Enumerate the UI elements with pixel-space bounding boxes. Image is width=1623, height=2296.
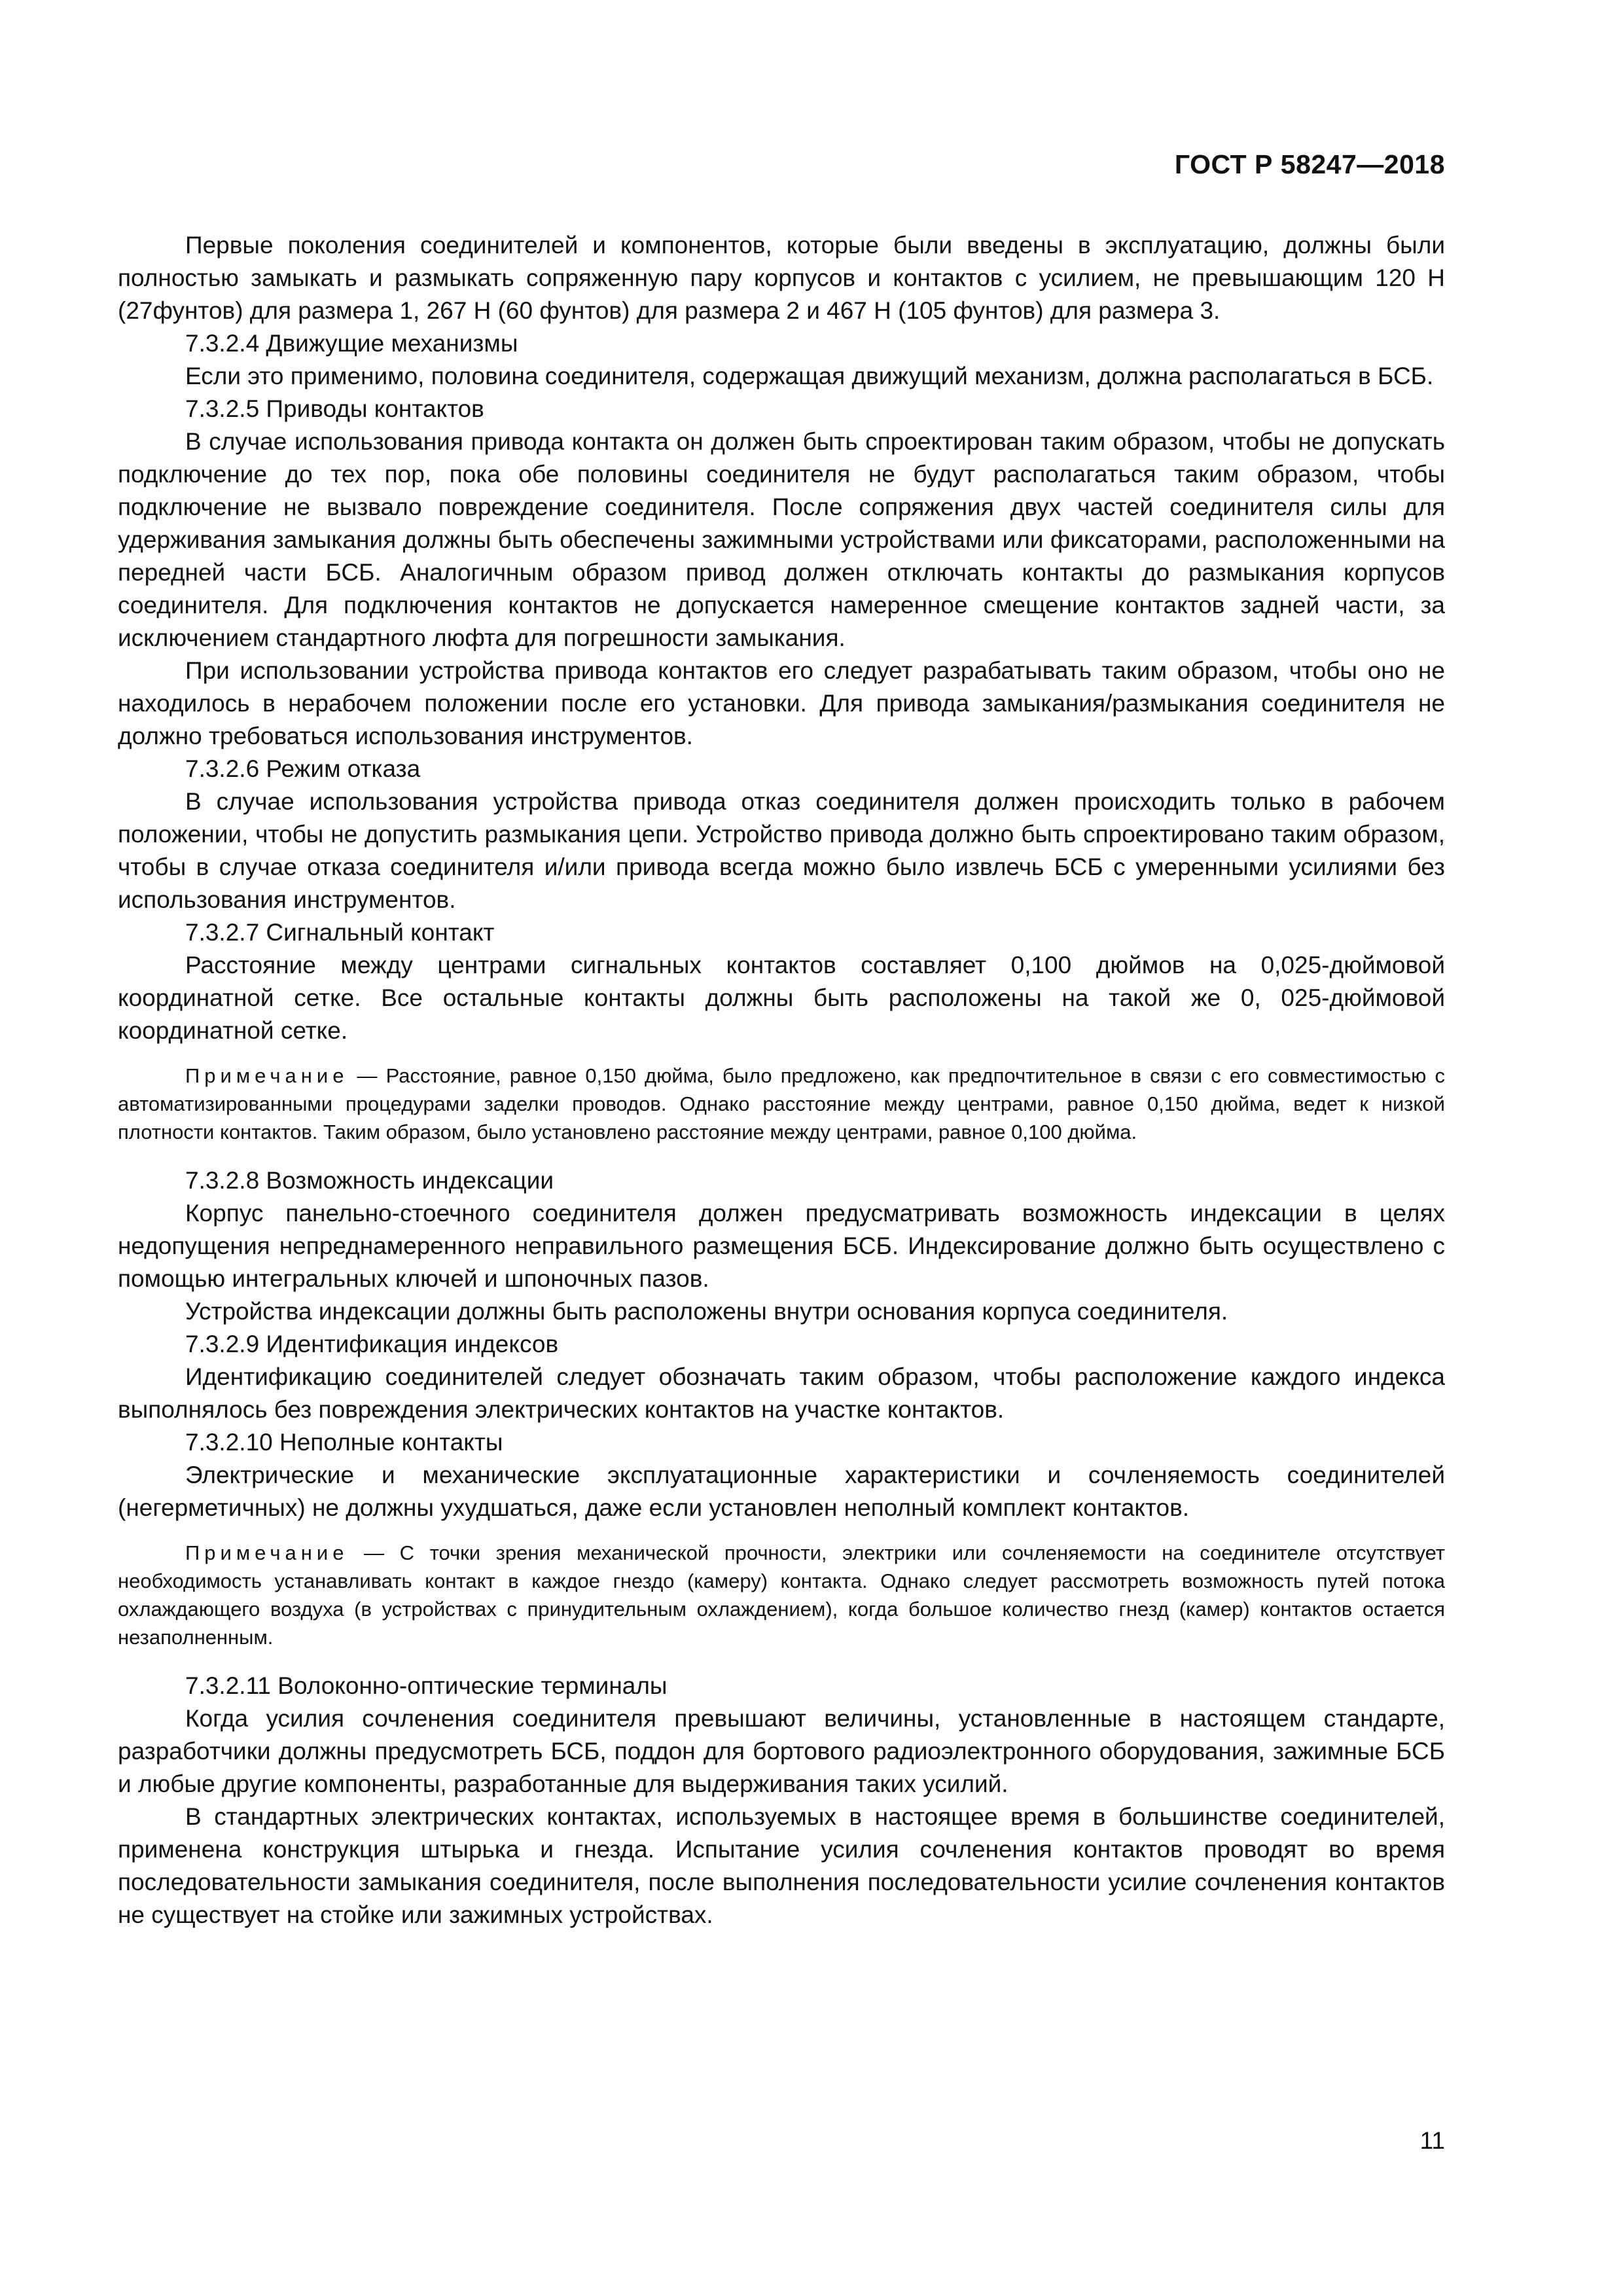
body-paragraph: В стандартных электрических контактах, используемых в настоящее время в большинстве соединителей, применена конструкция штырька и гнезда. Испытание усилия сочленения контактов проводят во время последовательности замыкания соединителя, после выполнения последовательности усилие сочленения контактов не существует на стойке или зажимных устройствах. bbox=[118, 1803, 1445, 1928]
note-lead: Примечание bbox=[185, 1064, 349, 1087]
section-heading: 7.3.2.6 Режим отказа bbox=[185, 755, 421, 782]
body-paragraph: В случае использования привода контакта он должен быть спроектирован таким образом, чтобы не допускать подключение до тех пор, пока обе половины соединителя не будут располагаться таким образом, чтобы подключение не вызвало повреждение соединителя. После сопряжения двух частей соединителя силы для удерживания замыкания должны быть обеспечены зажимными устройствами или фиксаторами, расположенными на передней части БСБ. Аналогичным образом привод должен отключать контакты до размыкания корпусов соединителя. Для подключения контактов не допускается намеренное смещение контактов задней части, за исключением стандартного люфта для погрешности замыкания. bbox=[118, 428, 1445, 651]
section-heading: 7.3.2.8 Возможность индексации bbox=[185, 1167, 554, 1194]
note-text: — Расстояние, равное 0,150 дюйма, было предложено, как предпочтительное в связи с его совместимостью с автоматизированными процедурами заделки проводов. Однако расстояние между центрами, равное 0,150 дюйма, ведет к низкой плотности контактов. Таким образом, было установлено расстояние между центрами, равное 0,100 дюйма. bbox=[118, 1064, 1445, 1143]
section-heading: 7.3.2.4 Движущие механизмы bbox=[185, 330, 518, 357]
document-body bbox=[118, 229, 1445, 1931]
note-paragraph bbox=[118, 1539, 1445, 1651]
body-paragraph: Корпус панельно-стоечного соединителя должен предусматривать возможность индексации в целях недопущения непреднамеренного неправильного размещения БСБ. Индексирование должно быть осуществлено с помощью интегральных ключей и шпоночных пазов. bbox=[118, 1200, 1445, 1292]
body-paragraph: Первые поколения соединителей и компонентов, которые были введены в эксплуатацию, должны были полностью замыкать и размыкать сопряженную пару корпусов и контактов с усилием, не превышающим 120 Н (27фунтов) для размера 1, 267 Н (60 фунтов) для размера 2 и 467 Н (105 фунтов) для размера 3. bbox=[118, 232, 1445, 324]
section-heading: 7.3.2.7 Сигнальный контакт bbox=[185, 919, 495, 946]
body-paragraph: Электрические и механические эксплуатационные характеристики и сочленяемость соединителей (негерметичных) не должны ухудшаться, даже если установлен неполный комплект контактов. bbox=[118, 1462, 1445, 1521]
body-paragraph: Расстояние между центрами сигнальных контактов составляет 0,100 дюймов на 0,025-дюймовой координатной сетке. Все остальные контакты должны быть расположены на такой же 0, 025-дюймовой координатной сетке. bbox=[118, 952, 1445, 1044]
note-text: — С точки зрения механической прочности, электрики или сочленяемости на соединителе отсутствует необходимость устанавливать контакт в каждое гнездо (камеру) контакта. Однако следует рассмотреть возможность путей потока охлаждающего воздуха (в устройствах с принудительным охлаждением), когда большое количество гнезд (камер) контактов остается незаполненным. bbox=[118, 1541, 1445, 1649]
section-heading: 7.3.2.11 Волоконно-оптические терминалы bbox=[185, 1672, 668, 1699]
body-paragraph: При использовании устройства привода контактов его следует разрабатывать таким образом, чтобы оно не находилось в нерабочем положении после его установки. Для привода замыкания/размыкания соединителя не должно требоваться использования инструментов. bbox=[118, 657, 1445, 749]
note-paragraph bbox=[118, 1062, 1445, 1146]
body-paragraph: Когда усилия сочленения соединителя превышают величины, установленные в настоящем стандарте, разработчики должны предусмотреть БСБ, поддон для бортового радиоэлектронного оборудования, зажимные БСБ и любые другие компоненты, разработанные для выдерживания таких усилий. bbox=[118, 1705, 1445, 1797]
body-paragraph: В случае использования устройства привода отказ соединителя должен происходить только в рабочем положении, чтобы не допустить размыкания цепи. Устройство привода должно быть спроектировано таким образом, чтобы в случае отказа соединителя и/или привода всегда можно было извлечь БСБ с умеренными усилиями без использования инструментов. bbox=[118, 788, 1445, 913]
document-header: ГОСТ Р 58247—2018 bbox=[1174, 149, 1445, 179]
body-paragraph: Идентификацию соединителей следует обозначать таким образом, чтобы расположение каждого индекса выполнялось без повреждения электрических контактов на участке контактов. bbox=[118, 1363, 1445, 1423]
section-heading: 7.3.2.5 Приводы контактов bbox=[185, 395, 484, 422]
note-lead: Примечание bbox=[185, 1541, 349, 1564]
page-number: 11 bbox=[1419, 2127, 1445, 2154]
body-paragraph: Устройства индексации должны быть расположены внутри основания корпуса соединителя. bbox=[185, 1298, 1228, 1325]
section-heading: 7.3.2.10 Неполные контакты bbox=[185, 1429, 503, 1456]
body-paragraph: Если это применимо, половина соединителя, содержащая движущий механизм, должна располагаться в БСБ. bbox=[185, 363, 1434, 389]
section-heading: 7.3.2.9 Идентификация индексов bbox=[185, 1331, 559, 1357]
